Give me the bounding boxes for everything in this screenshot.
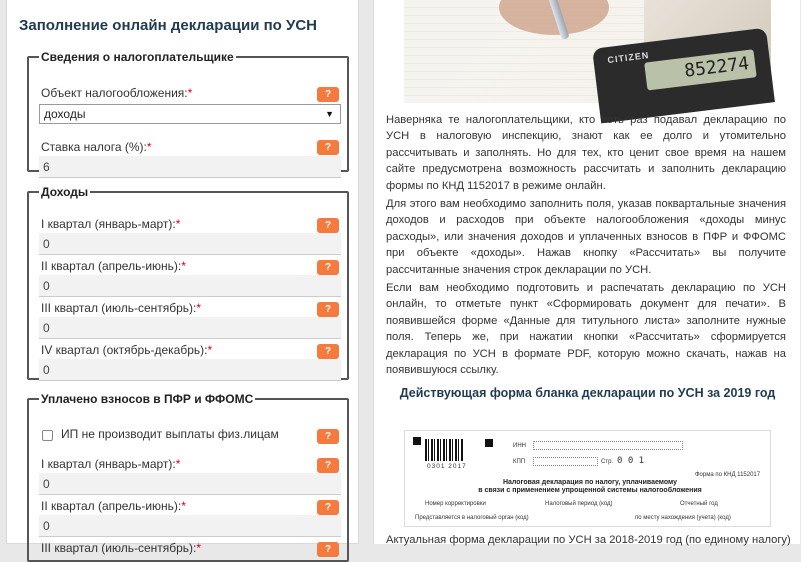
calculator-photo [404,0,771,103]
tax-object-help-button[interactable]: ? [317,87,339,102]
print-paragraph: Если вам необходимо подготовить и распечатать декларацию по УСН онлайн, то отметьте пункт «Сформировать документ для печати». В появившейся форме «Данные для титульного листа» заполните нужные поля. Теперь же, при нажатии кнопки «Рассчитать» сформируется декларация по УСН в формате PDF, которую можно скачать, нажав на появившуюся ссылку. [386,282,786,377]
contributions-group [27,392,349,562]
authority-label: Представляется в налоговый орган (код) [415,515,529,521]
calculator-brand: CITIZEN [606,50,650,66]
intro-paragraph: Наверняка те налогоплательщики, кто хоть раз подавал декларацию по УСН в налоговую инспекцию, знают как ее долго и утомительно рассчитывать и заполнять. Но для тех, кто ценит свое время на нашем сайте предусмотрена возможность рассчитать и заполнить декларацию формы по КНД 1152017 в режиме онлайн. [386,114,786,192]
income-q3-help-button[interactable]: ? [317,302,339,317]
barcode-icon [425,439,463,461]
no-employees-checkbox[interactable] [42,430,53,441]
no-employees-help-button[interactable]: ? [317,429,339,444]
kpp-label: КПП [513,459,526,465]
declaration-form-preview[interactable] [404,430,771,527]
taxpayer-legend: Сведения о налогоплательщике [41,50,234,64]
contrib-q2-help-button[interactable]: ? [317,500,339,515]
contrib-q2-label: II квартал (апрель-июнь):* [41,499,186,513]
form-section-title: Действующая форма бланка декларации по УСН за 2019 год [399,386,776,400]
tax-rate-input[interactable]: 6 [39,156,341,178]
contrib-q2-input[interactable]: 0 [39,515,341,537]
dropdown-arrow-icon: ▼ [325,109,334,119]
corner-marker [413,437,421,445]
period-label: Налоговый период (код) [545,501,613,507]
contrib-q1-help-button[interactable]: ? [317,458,339,473]
knd-label: Форма по КНД 1152017 [695,472,761,478]
tax-rate-label: Ставка налога (%):* [41,140,152,154]
kpp-cells [533,457,598,466]
inn-cells [533,441,683,450]
income-legend: Доходы [41,185,89,199]
income-group [27,185,349,380]
article-panel [373,0,800,544]
income-q3-label: III квартал (июль-сентябрь):* [41,301,202,315]
year-label: Отчетный год [680,501,718,507]
tax-rate-help-button[interactable]: ? [317,140,339,155]
income-q1-label: I квартал (январь-март):* [41,217,181,231]
income-q1-input[interactable]: 0 [39,233,341,255]
instructions-paragraph: Для этого вам необходимо заполнить поля, указав поквартальные значения доходов и расходов при объекте налогообложения «доходы минус расходы», или значения доходов и уплаченных взносов в ПФР и ФФОМС при объекте «доходы». Нажав кнопку «Рассчитать» вы получите рассчитанные значения строк декларации по УСН. [386,198,786,276]
taxpayer-group [27,50,349,172]
contributions-legend: Уплачено взносов в ПФР и ФФОМС [41,392,254,406]
calculator-display: 852274 [644,49,757,90]
income-q4-input[interactable]: 0 [39,359,341,381]
tax-object-select[interactable] [39,104,341,124]
income-q4-help-button[interactable]: ? [317,344,339,359]
page-number: 0 0 1 [617,456,645,466]
contrib-q1-input[interactable]: 0 [39,473,341,495]
income-q2-input[interactable]: 0 [39,275,341,297]
income-q1-help-button[interactable]: ? [317,218,339,233]
tax-object-value: доходы [44,107,86,121]
location-label: по месту нахождения (учета) (код) [635,515,731,521]
calculator-form-panel [6,0,359,555]
inn-label: ИНН [513,443,526,449]
contrib-q3-label: III квартал (июль-сентябрь):* [41,541,202,555]
income-q3-input[interactable]: 0 [39,317,341,339]
bottom-paragraph: Актуальная форма декларации по УСН за 2018-2019 год (по единому налогу) [386,534,791,546]
income-q2-help-button[interactable]: ? [317,260,339,275]
tax-object-label: Объект налогообложения:* [41,86,193,100]
no-employees-label: ИП не производит выплаты физ.лицам [61,427,279,441]
contrib-q3-help-button[interactable]: ? [317,542,339,557]
form-title: Заполнение онлайн декларации по УСН [19,17,318,34]
contrib-q1-label: I квартал (январь-март):* [41,457,181,471]
barcode-number: 0301 2017 [427,463,467,470]
declaration-heading: Налоговая декларация по налогу, уплачиваемому в связи с применением упрощенной системы налогообложения [478,479,702,494]
income-q4-label: IV квартал (октябрь-декабрь):* [41,343,213,357]
corner-marker [485,439,493,447]
page-label: Стр. [601,459,614,465]
correction-label: Номер корректировки [425,501,486,507]
income-q2-label: II квартал (апрель-июнь):* [41,259,186,273]
